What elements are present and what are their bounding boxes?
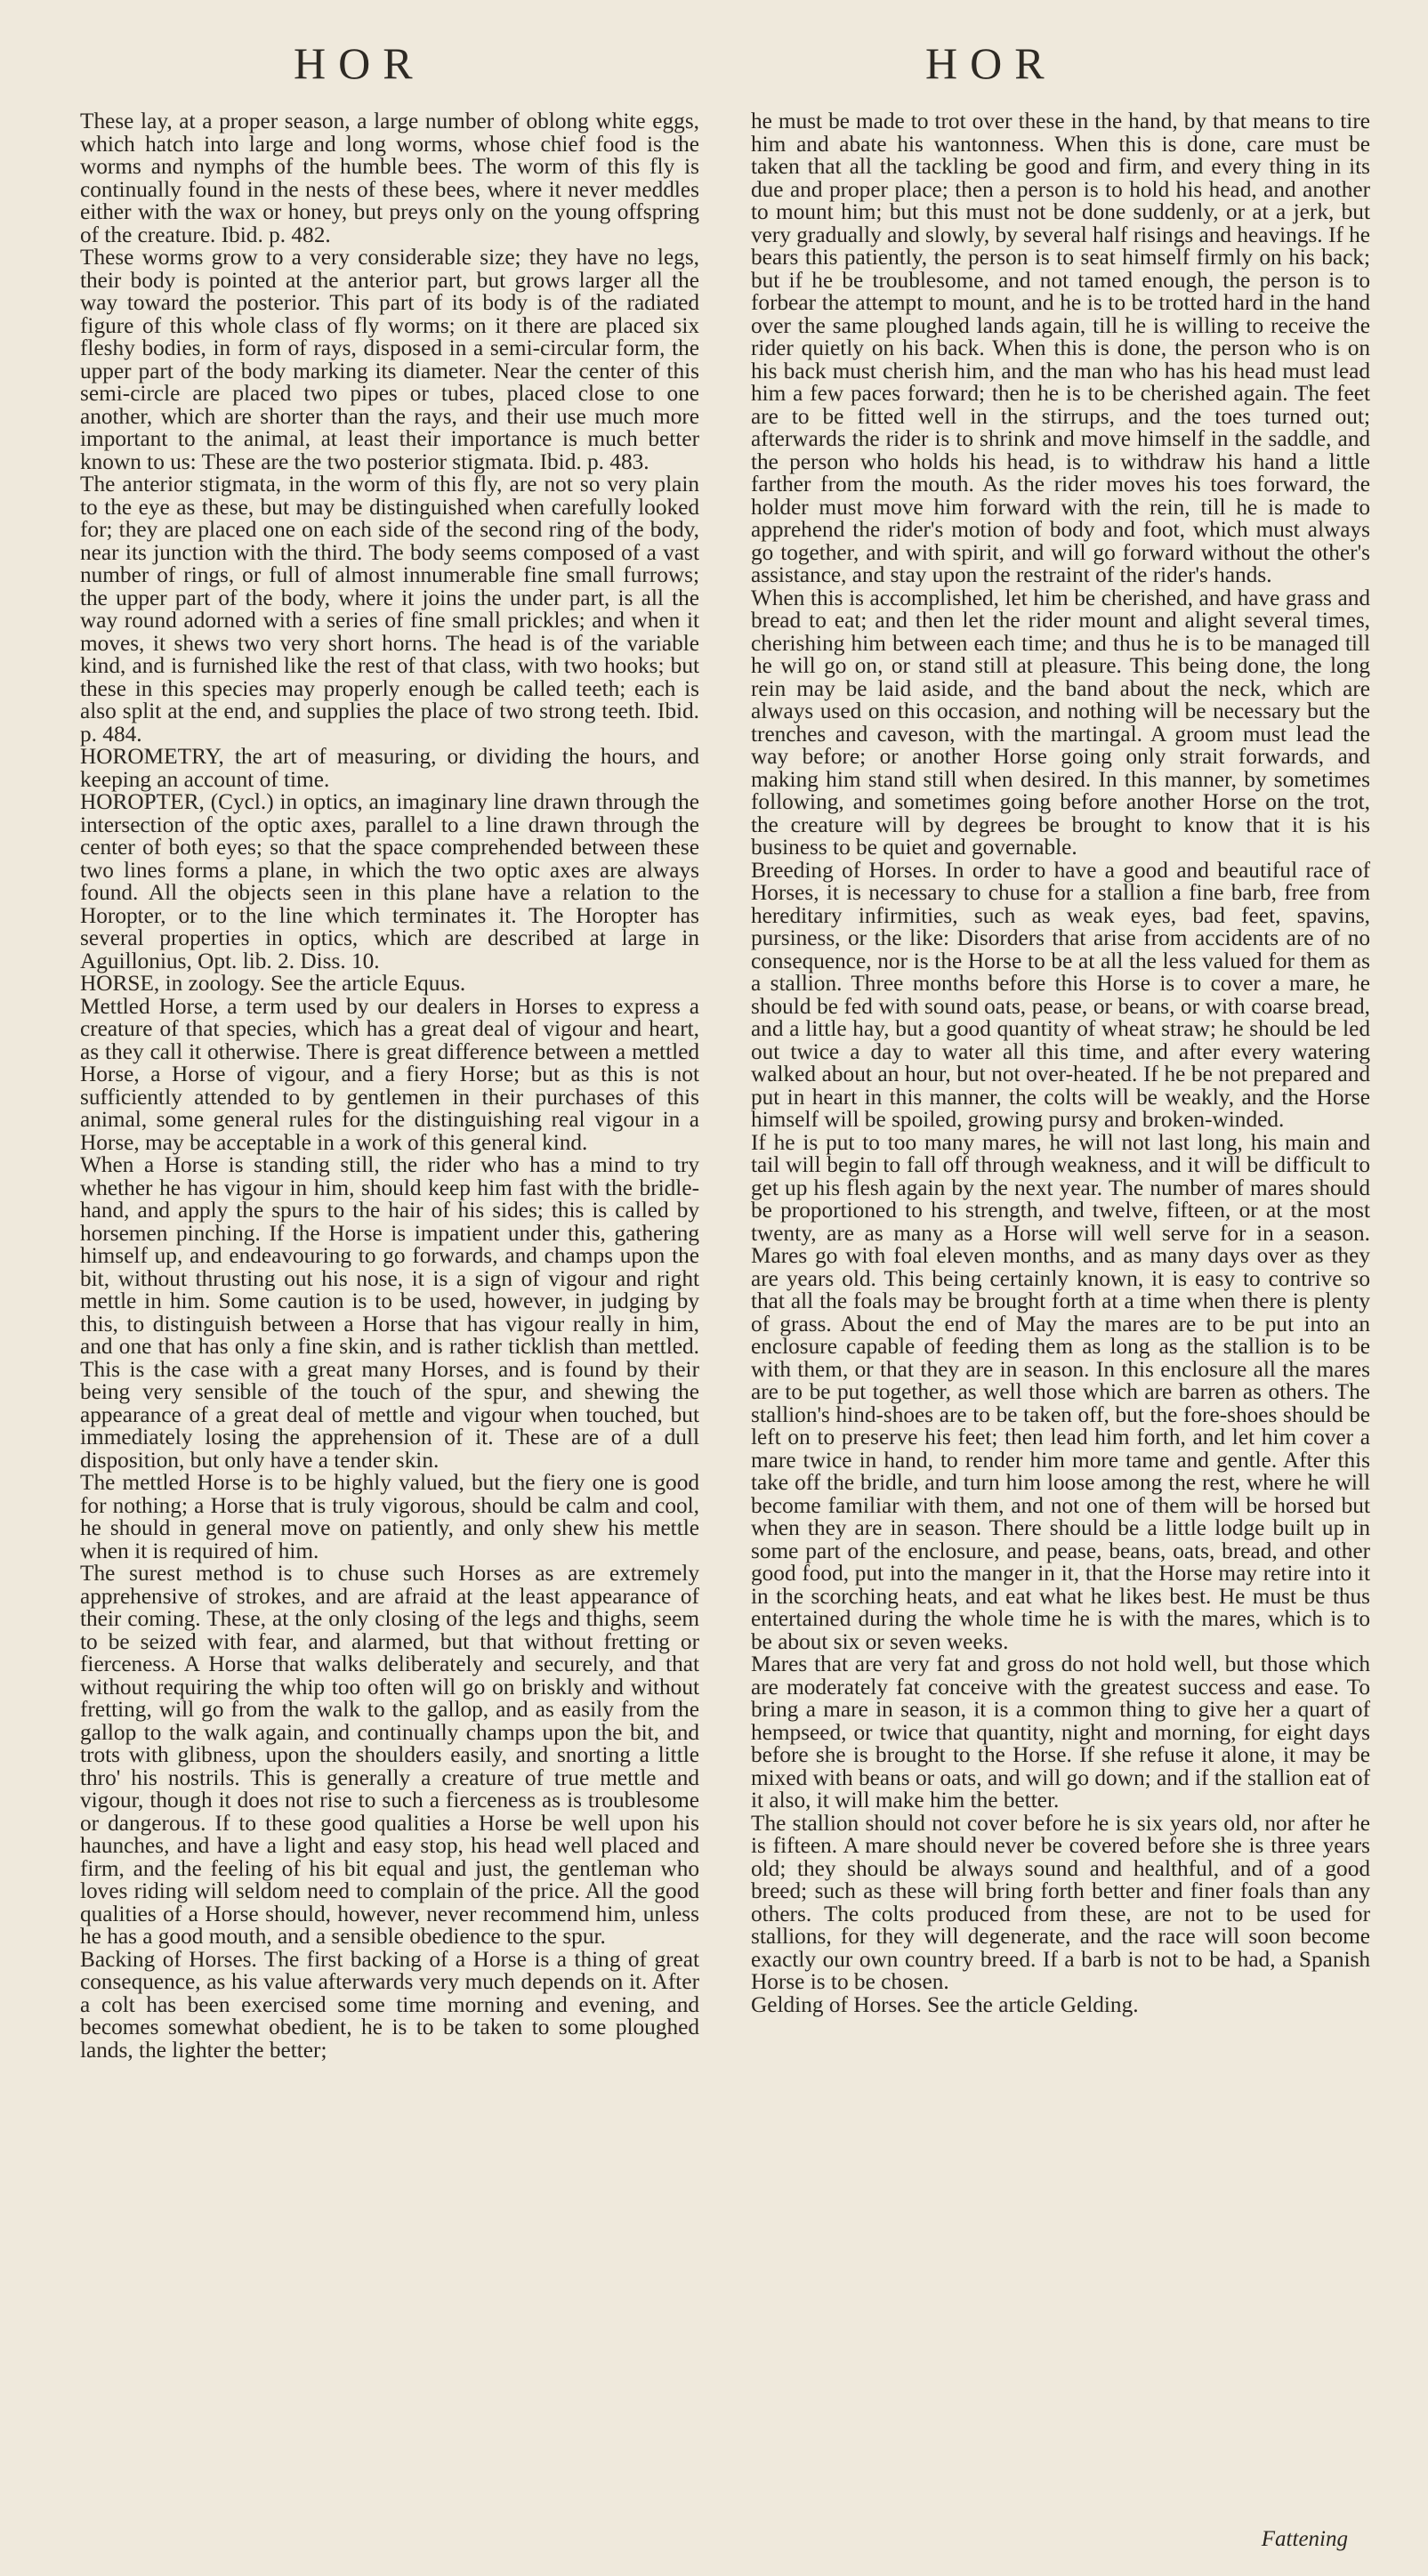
dictionary-entry (59, 1946, 700, 2063)
dictionary-entry (730, 857, 1371, 1132)
entry-text: In order to have a good and beautiful race of Horses, it is necessary to chuse for a stallion a fine barb, free from hereditary infirmities, such as weak eyes, bad feet, spavins, pursiness, or the like: Disorders that arise from accidents are of no consequence, nor is the Horse to be at all the less valued for them as a stallion. Three months before this Horse is to cover a mare, he should be fed with sound oats, pease, or beans, or with coarse bread, and a little hay, but a good quantity of wheat straw; he should be led out twice a day to water all this time, and after every watering walked about an hour, but not over-heated. If he be not prepared and put in heart in this manner, the colts will be weakly, and the Horse himself will be spoiled, growing pursy and broken-winded. (751, 857, 1371, 1132)
body-paragraph: These worms grow to a very considerable size; they have no legs, their body is pointed at the anterior part, but grows larger all the way toward the posterior. This part of its body is of the radiated figure of this whole class of fly worms; on it there are placed six fleshy bodies, in form of rays, disposed in a semi-circular form, the upper part of the body marking its diameter. Near the center of this semi-circle are placed two pipes or tubes, placed close to one another, which are shorter than the rays, and their use much more important to the animal, at least their importance is much better known to us: These are the two posterior stigmata. Ibid. p. 483. (80, 245, 699, 474)
catchword: Fattening (1261, 2527, 1348, 2551)
entry-text: (Cycl.) in optics, an imaginary line drawn through the intersection of the optic axes, parallel to a line drawn through the center of both eyes; so that the space comprehended between these two lines forms a plane, in which the two optic axes are always found. All the objects seen in this plane have a relation to the Horopter, or to the line which terminates it. The Horopter has several properties in optics, which are described at large in Aguillonius, Opt. lib. 2. Diss. 10. (80, 789, 699, 973)
entry-text: See the article Gelding. (921, 1991, 1139, 2017)
entry-headword: HOROPTER, (80, 789, 205, 814)
left-column (59, 110, 699, 2062)
body-paragraph: The stallion should not cover before he is six years old, nor after he is fifteen. A mare should never be covered before she is three years old; they should be always sound and healthful, and of a good breed; such as these will bring forth better and finer foals than any others. The colts produced from these, are not to be used for stallions, for they will degenerate, and the race will soon become exactly our own country breed. If a barb is not to be had, a Spanish Horse is to be chosen. (751, 1810, 1370, 1994)
entry-headword: Gelding of Horses. (751, 1991, 922, 2017)
running-head-right: HOR (925, 38, 1057, 88)
dictionary-entry (59, 746, 699, 791)
body-paragraph: When this is accomplished, let him be cherished, and have grass and bread to eat; and then let the rider mount and alight several times, cherishing him between each time; and thus he is to be managed till he will go on, or stand still at pleasure. This being done, the long rein may be laid aside, and the band about the neck, which are always used on this occasion, and nothing will be necessary but the trenches and caveson, with the martingal. A groom must lead the way before; or another Horse going only strait forwards, and making him stand still when desired. In this manner, by sometimes following, and sometimes going before another Horse on the trot, the creature will by degrees be brought to know that it is his business to be quiet and governable. (751, 585, 1370, 860)
entry-headword: HOROMETRY, (80, 744, 224, 769)
body-paragraph: These lay, at a proper season, a large number of oblong white eggs, which hatch into large and long worms, whose chief food is the worms and nymphs of the humble bees. The worm of this fly is continually found in the nests of these bees, where it never meddles either with the wax or honey, but preys only on the young offspring of the creature. Ibid. p. 482. (80, 109, 699, 247)
body-paragraph: he must be made to trot over these in the hand, by that means to tire him and abate his wantonness. When this is done, care must be taken that all the tackling be good and firm, and every thing in its due and proper place; then a person is to hold his head, and another to mount him; but this must not be done suddenly, or at a jerk, but very gradually and slowly, by several half risings and heavings. If he bears this patiently, the person is to seat himself firmly on his back; but if he be troublesome, and not tamed enough, the person is to forbear the attempt to mount, and he is to be trotted hard in the hand over the same ploughed lands again, till he is willing to receive the rider quietly on his back. When this is done, the person who is on his back must cherish him, and the man who has his head must lead him a few paces forward; then he is to be cherished again. The feet are to be fitted well in the stirrups, and the toes turned out; afterwards the rider is to shrink and move himself in the saddle, and the person who holds his head, is to withdraw his hand a little farther from the mouth. As the rider moves his toes forward, the holder must move him forward with the rein, till he is made to apprehend the rider's motion of body and foot, which must always go together, and with spirit, and will go forward without the other's assistance, and stay upon the restraint of the rider's hands. (751, 109, 1370, 587)
dictionary-entry (59, 993, 699, 1155)
body-paragraph: The anterior stigmata, in the worm of this fly, are not so very plain to the eye as these, but may be distinguished when carefully looked for; they are placed one on each side of the second ring of the body, near its junction with the third. The body seems composed of a vast number of rings, or full of almost innumerable fine small furrows; the upper part of the body, where it joins the under part, is all the way round adorned with a series of fine small prickles; and when it moves, it shews two very short horns. The head is of the variable kind, and is furnished like the rest of that class, with two hooks; but these in this species may properly enough be called teeth; each is also split at the end, and supplies the place of two strong teeth. Ibid. p. 484. (80, 472, 699, 747)
body-paragraph: The mettled Horse is to be highly valued, but the fiery one is good for nothing; a Horse that is truly vigorous, should be calm and cool, he should in general move on patiently, and only shew his mettle when it is required of him. (80, 1470, 699, 1563)
entry-text: the art of measuring, or dividing the hours, and keeping an account of time. (80, 744, 699, 792)
dictionary-entry (730, 1991, 1370, 2017)
running-head-left: HOR (294, 38, 425, 88)
entry-headword: HORSE, (80, 971, 160, 996)
entry-headword: Mettled Horse, (80, 993, 219, 1019)
body-paragraph: When a Horse is standing still, the rider who has a mind to try whether he has vigour in him, should keep him fast with the bridle-hand, and apply the spurs to the hair of his sides; this is called by horsemen pinching. If the Horse is impatient under this, gathering himself up, and endeavouring to go forwards, and champs upon the bit, without thrusting out his nose, it is a sign of vigour and right mettle in him. Some caution is to be used, however, in judging by this, to distinguish between a Horse that has vigour really in him, and one that has only a fine skin, and is rather ticklish than mettled. This is the case with a great many Horses, and is found by their being very sensible of the touch of the spur, and shewing the appearance of a great deal of mettle and vigour when touched, but immediately losing the apprehension of it. These are of a dull disposition, but only have a tender skin. (80, 1152, 699, 1473)
entry-text: in zoology. See the article Equus. (159, 971, 466, 996)
dictionary-entry (59, 973, 699, 996)
body-paragraph: Mares that are very fat and gross do not hold well, but those which are moderately fat conceive with the greatest success and ease. To bring a mare in season, it is a common thing to give her a quart of hempseed, or twice that quantity, night and morning, for eight days before she is brought to the Horse. If she refuse it alone, it may be mixed with beans or oats, and will go down; and if the stallion eat of it also, it will make him the better. (751, 1651, 1370, 1813)
entry-headword: Backing of Horses. (80, 1946, 257, 1972)
right-column (730, 110, 1370, 2016)
entry-text: a term used by our dealers in Horses to express a creature of that species, which has a great deal of vigour and heart, as they call it otherwise. There is great difference between a mettled Horse, a Horse of vigour, and a fiery Horse; but as this is not sufficiently attended to by gentlemen in their purchases of this animal, some general rules for the distinguishing real vigour in a Horse, may be acceptable in a work of this general kind. (80, 993, 699, 1155)
dictionary-entry (59, 791, 699, 973)
entry-text: The first backing of a Horse is a thing of great consequence, as his value afterwards very much depends on it. After a colt has been exercised some time morning and evening, and becomes somewhat obedient, he is to be taken to some ploughed lands, the lighter the better; (80, 1946, 700, 2063)
body-paragraph: The surest method is to chuse such Horses as are extremely apprehensive of strokes, and are afraid at the least appearance of their coming. These, at the only closing of the legs and thighs, seem to be seized with fear, and alarmed, but that without fretting or fierceness. A Horse that walks deliberately and securely, and that without requiring the whip too often will go on briskly and without fretting, will go from the walk to the gallop, and as easily from the gallop to the walk again, and continually champs upon the bit, and trots with glibness, upon the shoulders easily, and snorting a little thro' his nostrils. This is generally a creature of true mettle and vigour, though it does not rise to such a fierceness as is troublesome or dangerous. If to these good qualities a Horse be well upon his haunches, and have a light and easy stop, his head well placed and firm, and the feeling of his bit equal and just, the gentleman who loves riding will seldom need to complain of the price. All the good qualities of a Horse should, however, never recommend him, unless he has a good mouth, and a sensible obedience to the spur. (80, 1561, 699, 1949)
entry-headword: Breeding of Horses. (751, 857, 938, 883)
body-paragraph: If he is put to too many mares, he will not last long, his main and tail will begin to fall off through weakness, and it will be difficult to get up his flesh again by the next year. The number of mares should be proportioned to his strength, and twelve, fifteen, or at the most twenty, are as many as a Horse will well serve for in a season. Mares go with foal eleven months, and as many days over as they are years old. This being certainly known, it is easy to contrive so that all the foals may be brought forth at a time when there is plenty of grass. About the end of May the mares are to be put into an enclosure capable of feeding them as long as the stallion is to be with them, or that they are in season. In this enclosure all the mares are to be put together, as well those which are barren as others. The stallion's hind-shoes are to be taken off, but the fore-shoes should be left on to preserve his feet; then lead him forth, and let him cover a mare twice in hand, to render him more tame and gentle. After this take off the bridle, and turn him loose among the rest, where he will become familiar with them, and not one of them will be horsed but when they are in season. There should be a little lodge built up in some part of the enclosure, and pease, beans, oats, bread, and other good food, put into the manger in it, that the Horse may retire into it in the scorching heats, and eat what he likes best. He must be thus entertained during the whole time he is with the mares, which is to be about six or seven weeks. (751, 1129, 1370, 1654)
